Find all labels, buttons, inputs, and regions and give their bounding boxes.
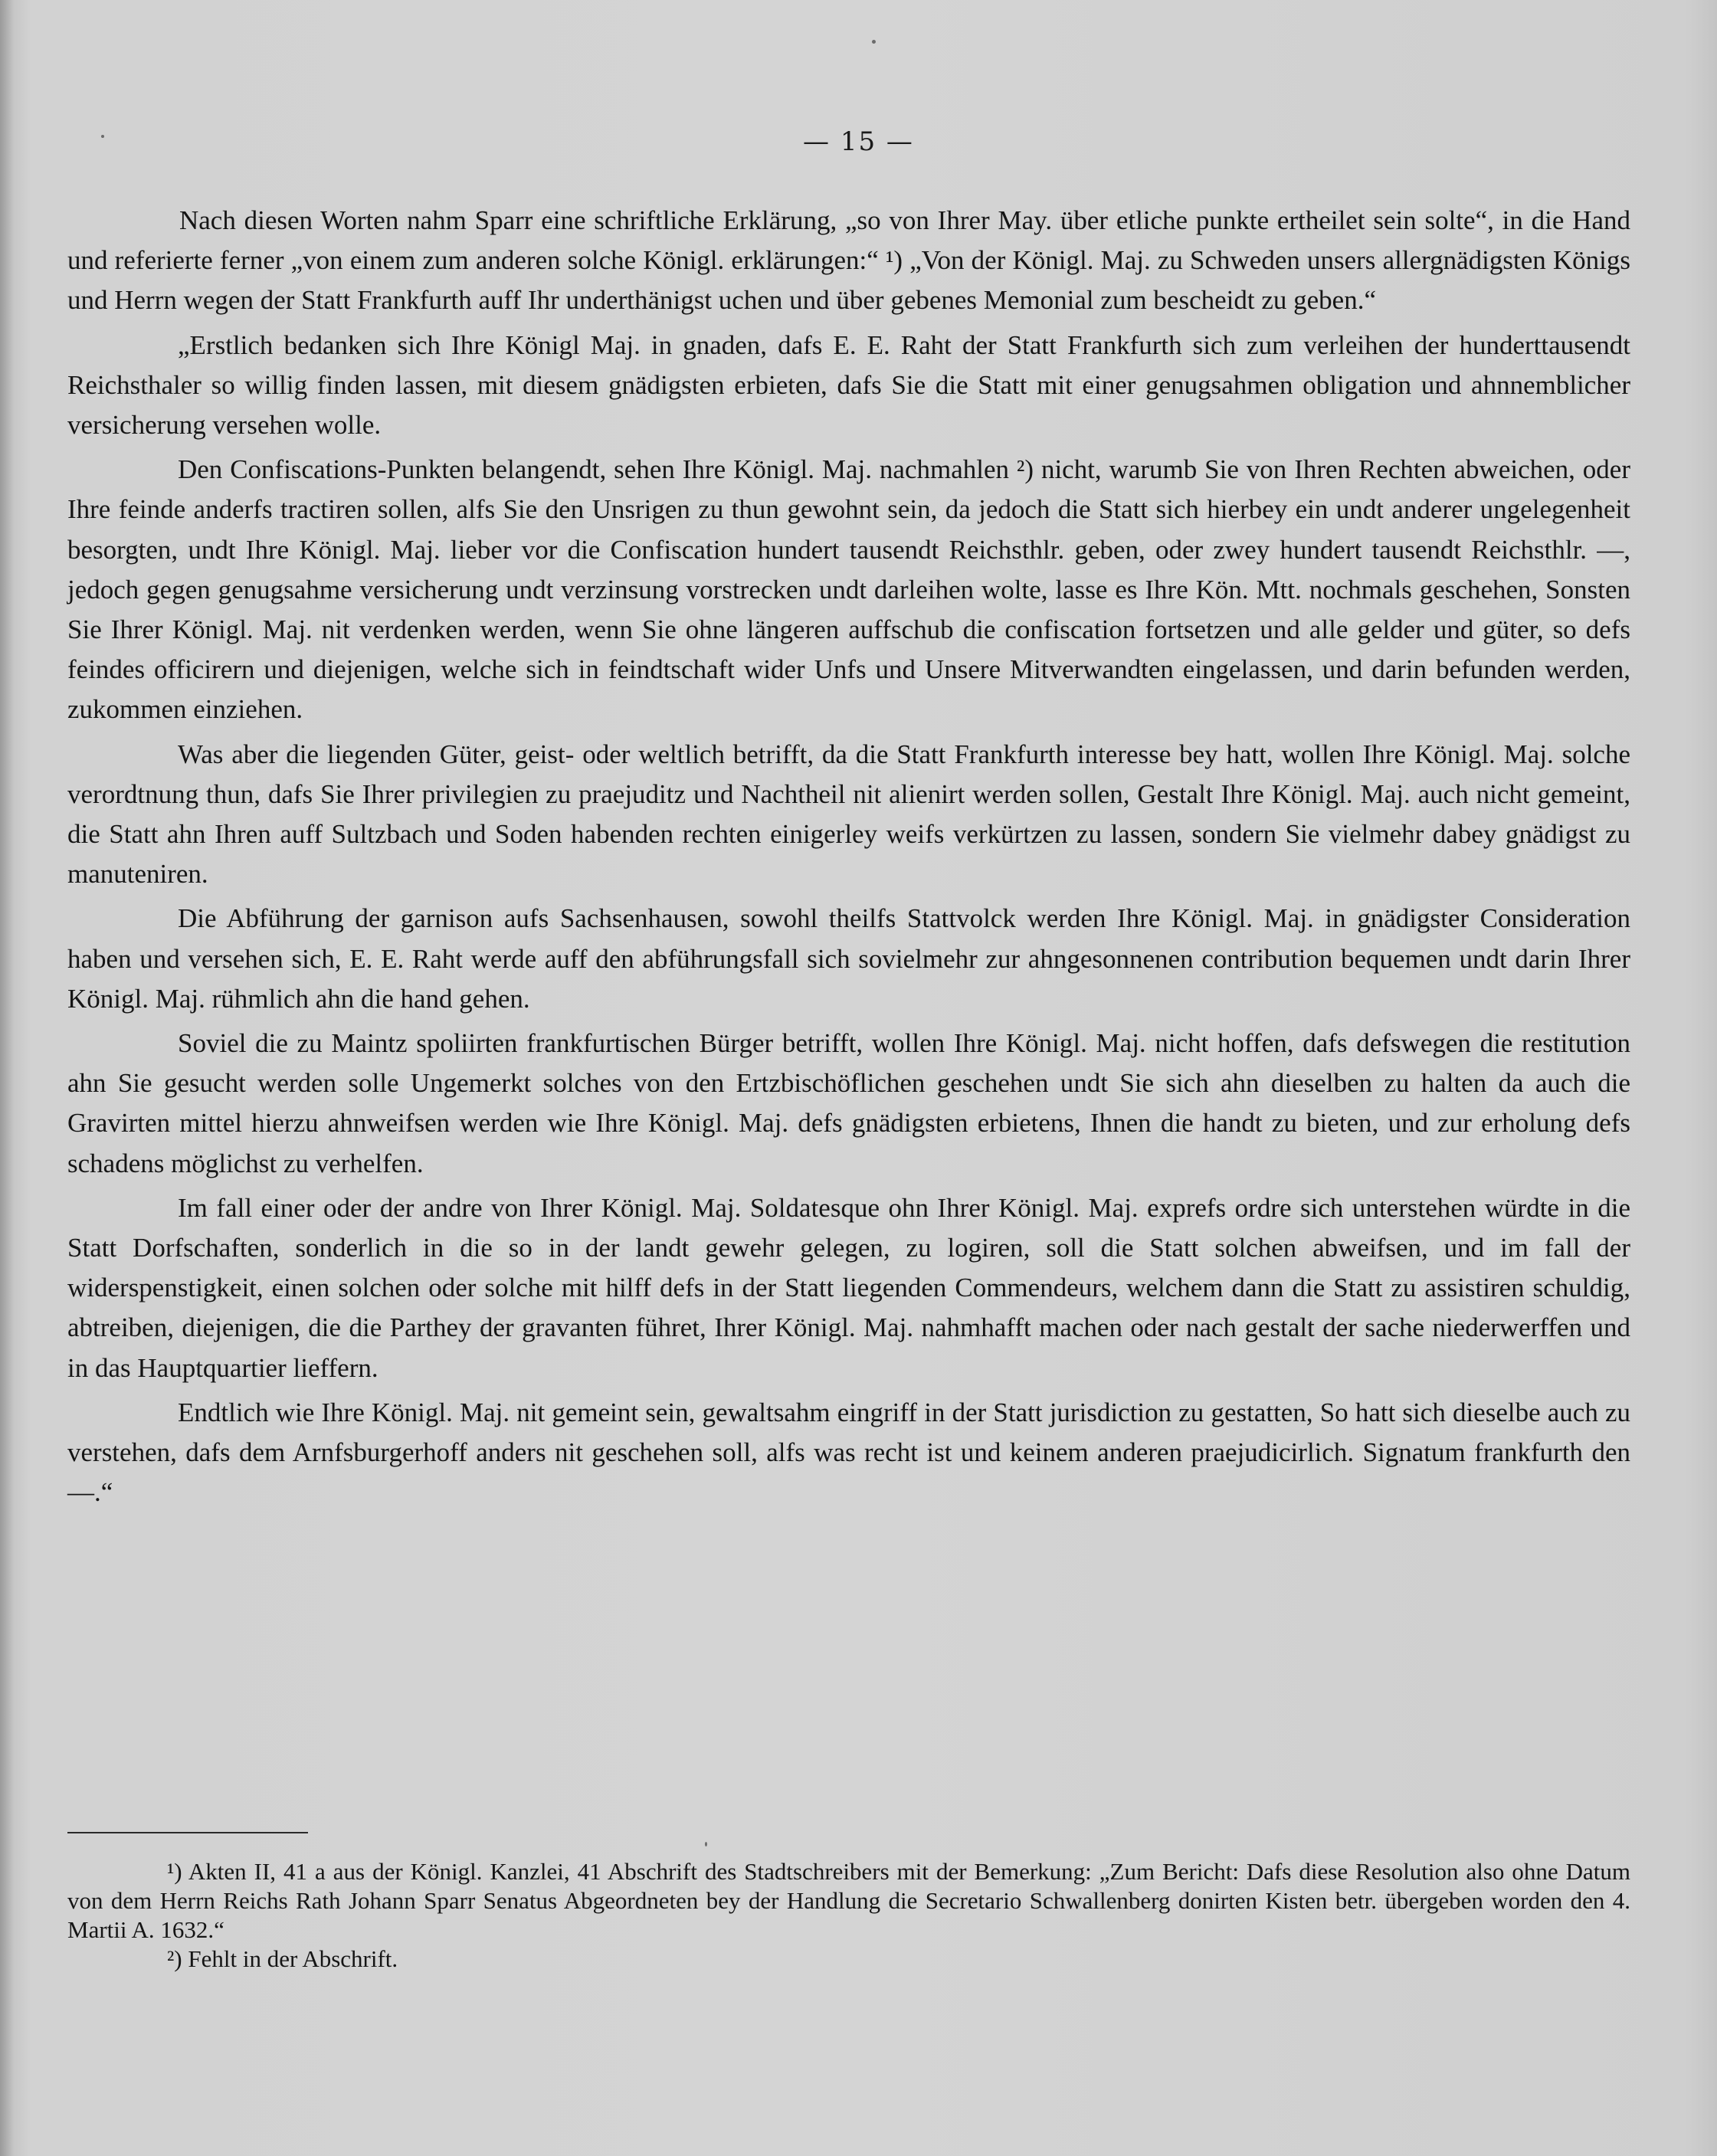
paragraph: Die Abführung der garnison aufs Sachsenhausen, sowohl theilfs Stattvolck werden Ihre Königl. Maj. in gnädigster Consideration haben und versehen sich, E. E. Raht werde auff den abführungsfall sich sovielmehr zur ahngesonnenen contribution bequemen undt darin Ihrer Königl. Maj. rühmlich ahn die hand gehen.	[67, 903, 1630, 1014]
body-text	[67, 201, 1630, 1518]
paragraph: Soviel die zu Maintz spoliirten frankfurtischen Bürger betrifft, wollen Ihre Königl. Maj. nicht hoffen, dafs defswegen die restitution ahn Sie gesucht werden solle Ungemerkt solches von den Ertzbischöflichen geschehen undt Sie sich ahn dieselben zu halten da auch die Gravirten mittel hierzu ahnweifsen werden wie Ihre Königl. Maj. defs gnädigsten erbietens, Ihnen die handt zu bieten, und zur erholung defs schadens möglichst zu verhelfen.	[67, 1028, 1630, 1178]
paragraph: Nach diesen Worten nahm Sparr eine schriftliche Erklärung, „so von Ihrer May. über etliche punkte ertheilet sein solte“, in die Hand und referierte ferner „von einem zum anderen solche Königl. erklärungen:“ ¹) „Von der Königl. Maj. zu Schweden unsers allergnädigsten Königs und Herrn wegen der Statt Frankfurth auff Ihr underthänigst uchen und über gebenes Memonial zum bescheidt zu geben.“	[67, 205, 1630, 316]
paragraph: „Erstlich bedanken sich Ihre Königl Maj. in gnaden, dafs E. E. Raht der Statt Frankfurth sich zum verleihen der hunderttausendt Reichsthaler so willig finden lassen, mit diesem gnädigsten erbieten, dafs Sie die Statt mit einer genugsahmen obligation und ahnnemblicher versicherung versehen wolle.	[67, 329, 1630, 441]
paragraph: Den Confiscations-Punkten belangendt, sehen Ihre Königl. Maj. nachmahlen ²) nicht, warumb Sie von Ihren Rechten abweichen, oder Ihre feinde anderfs tractiren sollen, alfs Sie den Unsrigen zu thun gewohnt sein, da jedoch die Statt sich hierbey ein undt anderer ungelegenheit besorgten, undt Ihre Königl. Maj. lieber vor die Confiscation hundert tausendt Reichsthlr. geben, oder zwey hundert tausendt Reichsthlr. —, jedoch gegen genugsahme versicherung undt verzinsung vorstrecken undt darleihen wolte, lasse es Ihre Kön. Mtt. nochmals geschehen, Sonsten Sie Ihrer Königl. Maj. nit verdenken werden, wenn Sie ohne längeren auffschub die confiscation fortsetzen und alle gelder und güter, so defs feindes officirern und diejenigen, welche sich in feindtschaft wider Unfs und Unsere Mitverwandten eingelassen, und darin befunden werden, zukommen einziehen.	[67, 454, 1630, 725]
paragraph: Endtlich wie Ihre Königl. Maj. nit gemeint sein, gewaltsahm eingriff in der Statt jurisdiction zu gestatten, So hatt sich dieselbe auch zu verstehen, dafs dem Arnfsburgerhoff anders nit geschehen soll, alfs was recht ist und keinem anderen praejudicirlich. Signatum frankfurth den —.“	[67, 1397, 1630, 1508]
paragraph: Was aber die liegenden Güter, geist- oder weltlich betrifft, da die Statt Frankfurth interesse bey hatt, wollen Ihre Königl. Maj. solche verordtnung thun, dafs Sie Ihrer privilegien zu praejuditz und Nachtheil nit alienirt werden sollen, Gestalt Ihre Königl. Maj. auch nicht gemeint, die Statt ahn Ihren auff Sultzbach und Soden habenden rechten einigerley weifs verkürtzen zu lassen, sondern Sie vielmehr dabey gnädigst zu manuteniren.	[67, 739, 1630, 890]
dust-speck	[872, 40, 876, 44]
footnotes	[67, 1857, 1630, 1974]
page-binding-edge	[0, 0, 14, 2156]
paragraph: Im fall einer oder der andre von Ihrer Königl. Maj. Soldatesque ohn Ihrer Königl. Maj. exprefs ordre sich unterstehen würdte in die Statt Dorfschaften, sonderlich in die so in der landt gewehr gelegen, zu logiren, soll die Statt solchen abweifsen, und im fall der widerspenstigkeit, einen solchen oder solche mit hilff defs in der Statt liegenden Commendeurs, welchem dann die Statt zu assistiren schuldig, abtreiben, diejenigen, die die Parthey der gravanten führet, Ihrer Königl. Maj. nahmhafft machen oder nach gestalt der sache niederwerffen und in das Hauptquartier lieffern.	[67, 1192, 1630, 1383]
dust-speck	[101, 135, 104, 138]
footnote: ¹) Akten II, 41 a aus der Königl. Kanzlei, 41 Abschrift des Stadtschreibers mit der Bemerkung: „Zum Bericht: Dafs diese Resolution also ohne Datum von dem Herrn Reichs Rath Johann Sparr Senatus Abgeordneten bey der Handlung die Secretario Schwallenberg donirten Kisten betr. übergeben worden den 4. Martii A. 1632.“	[67, 1858, 1630, 1943]
footnote-divider	[67, 1832, 308, 1833]
dust-speck	[705, 1842, 707, 1846]
footnote: ²) Fehlt in der Abschrift.	[167, 1945, 398, 1972]
page-number: — 15 —	[803, 126, 914, 157]
